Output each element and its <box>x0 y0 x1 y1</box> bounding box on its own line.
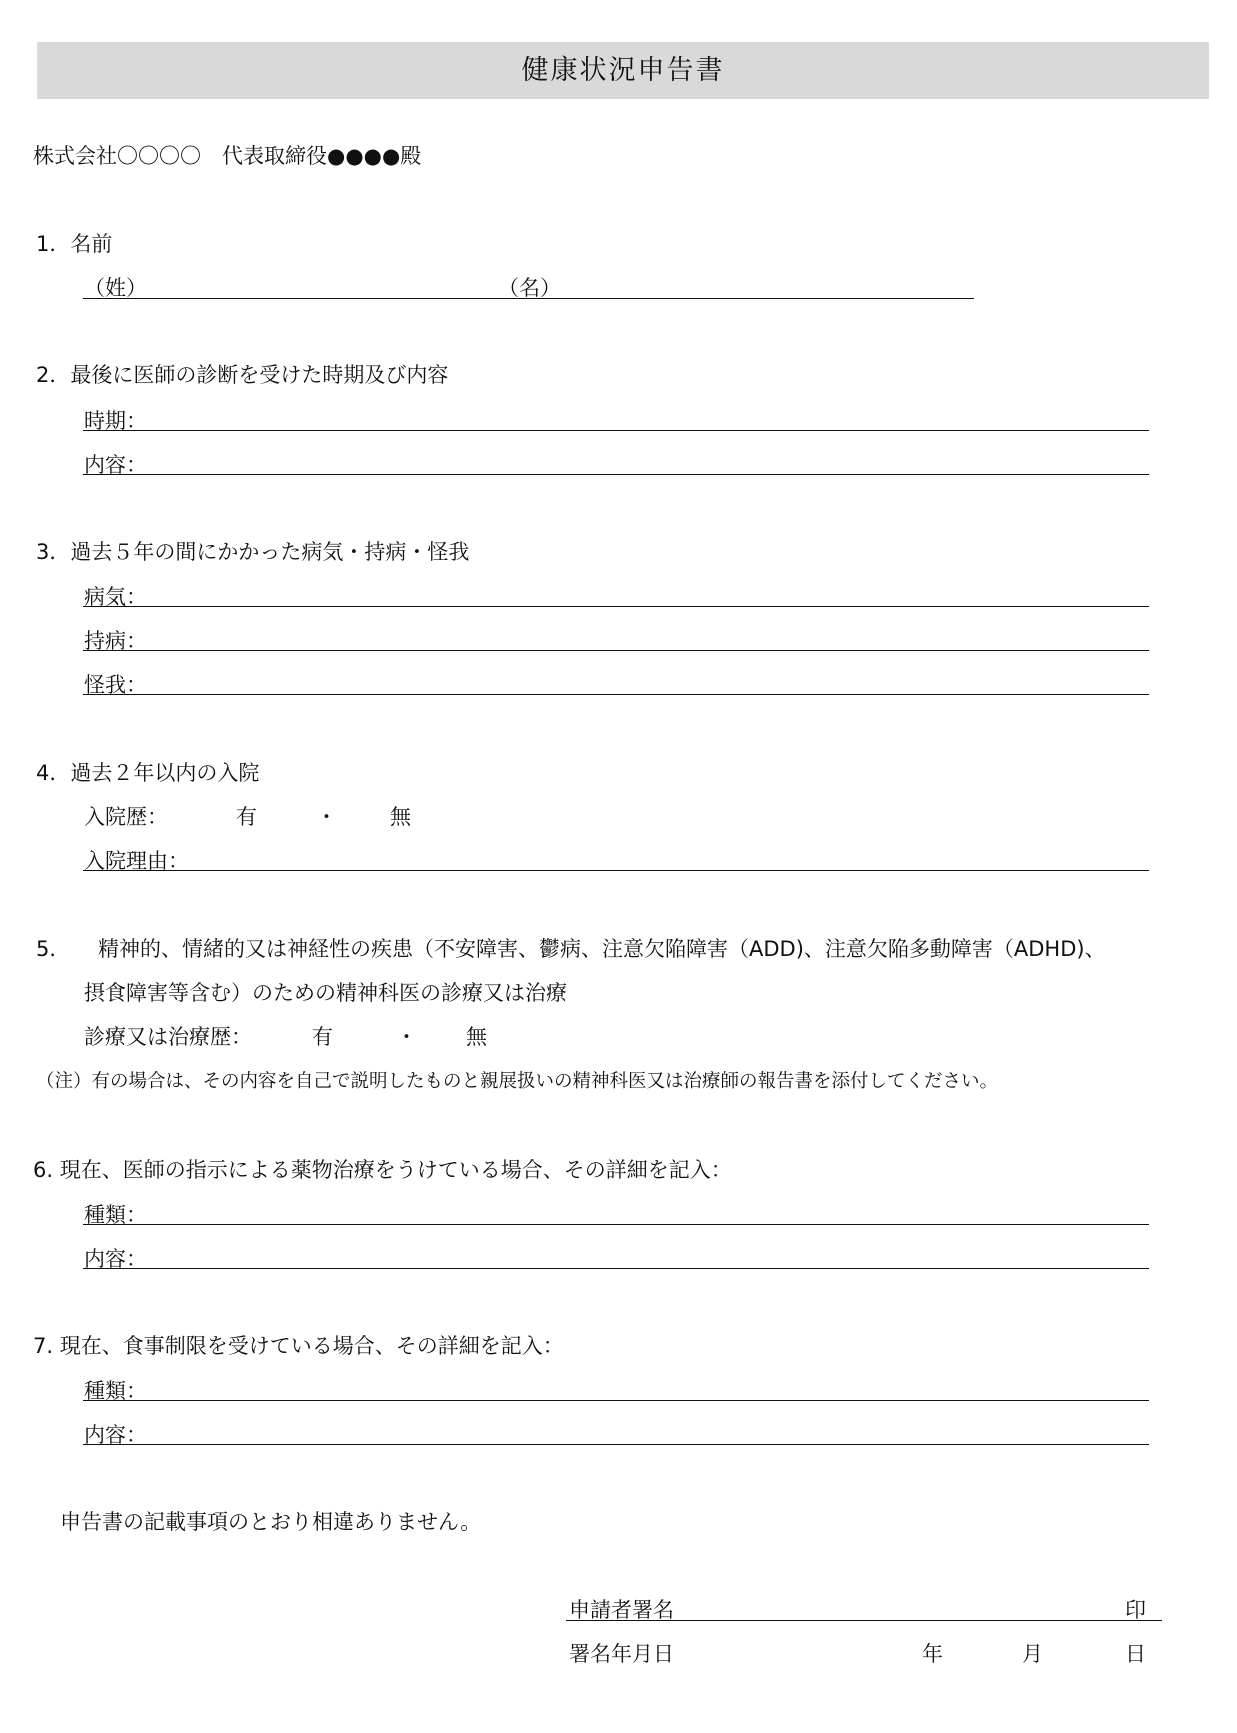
section-1-heading: 1．名前 <box>36 232 113 256</box>
treatment-yes-option: 有 <box>312 1025 333 1049</box>
surname-label: （姓） <box>84 276 147 300</box>
option-separator: ・ <box>316 805 337 829</box>
content-field-line <box>83 474 1149 475</box>
illness-field-line <box>83 606 1149 607</box>
medication-content-line <box>83 1268 1149 1269</box>
injury-label: 怪我： <box>84 673 147 697</box>
addressee: 株式会社〇〇〇〇 代表取締役●●●●殿 <box>33 144 422 168</box>
seal-mark: 印 <box>1125 1598 1146 1622</box>
section-7-heading: 7. 現在、食事制限を受けている場合、その詳細を記入： <box>33 1334 564 1358</box>
injury-field-line <box>83 694 1149 695</box>
diet-content-label: 内容： <box>84 1423 147 1447</box>
signature-line <box>566 1620 1162 1621</box>
option-separator: ・ <box>396 1025 417 1049</box>
signature-date-label: 署名年月日 <box>569 1642 674 1666</box>
hospitalization-reason-label: 入院理由： <box>84 849 189 873</box>
section-5-number: 5． <box>36 937 71 961</box>
time-field-line <box>83 430 1149 431</box>
month-label: 月 <box>1022 1642 1043 1666</box>
title-bar <box>37 42 1209 99</box>
diet-content-line <box>83 1444 1149 1445</box>
given-name-label: （名） <box>498 276 561 300</box>
hospitalization-history-label: 入院歴： <box>84 805 168 829</box>
applicant-signature-label: 申請者署名 <box>569 1598 674 1622</box>
diet-type-label: 種類： <box>84 1379 147 1403</box>
section-5-note: （注）有の場合は、その内容を自己で説明したものと親展扱いの精神科医又は治療師の報告書を添付してください。 <box>36 1071 999 1092</box>
section-3-heading: 3．過去５年の間にかかった病気・持病・怪我 <box>36 540 470 564</box>
document-title: 健康状況申告書 <box>521 55 725 86</box>
section-5-line2: 摂食障害等含む）のための精神科医の診療又は治療 <box>84 981 567 1005</box>
section-2-heading: 2．最後に医師の診断を受けた時期及び内容 <box>36 363 449 387</box>
treatment-history-label: 診療又は治療歴： <box>84 1025 252 1049</box>
reason-field-line <box>83 870 1149 871</box>
day-label: 日 <box>1125 1642 1146 1666</box>
hospitalization-yes-option: 有 <box>236 805 257 829</box>
medication-content-label: 内容： <box>84 1247 147 1271</box>
medication-type-line <box>83 1224 1149 1225</box>
time-label: 時期： <box>84 409 147 433</box>
diet-type-line <box>83 1400 1149 1401</box>
year-label: 年 <box>922 1642 943 1666</box>
section-6-heading: 6. 現在、医師の指示による薬物治療をうけている場合、その詳細を記入： <box>33 1158 732 1182</box>
hospitalization-no-option: 無 <box>390 805 411 829</box>
section-5-line1: 精神的、情緒的又は神経性の疾患（不安障害、鬱病、注意欠陥障害（ADD)、注意欠陥多動障害（ADHD)、 <box>98 937 1106 961</box>
illness-label: 病気： <box>84 585 147 609</box>
name-underline <box>83 298 974 299</box>
chronic-field-line <box>83 650 1149 651</box>
declaration-text: 申告書の記載事項のとおり相違ありません。 <box>60 1510 482 1534</box>
section-4-heading: 4．過去２年以内の入院 <box>36 761 260 785</box>
content-label: 内容： <box>84 453 147 477</box>
chronic-label: 持病： <box>84 629 147 653</box>
medication-type-label: 種類： <box>84 1203 147 1227</box>
treatment-no-option: 無 <box>466 1025 487 1049</box>
